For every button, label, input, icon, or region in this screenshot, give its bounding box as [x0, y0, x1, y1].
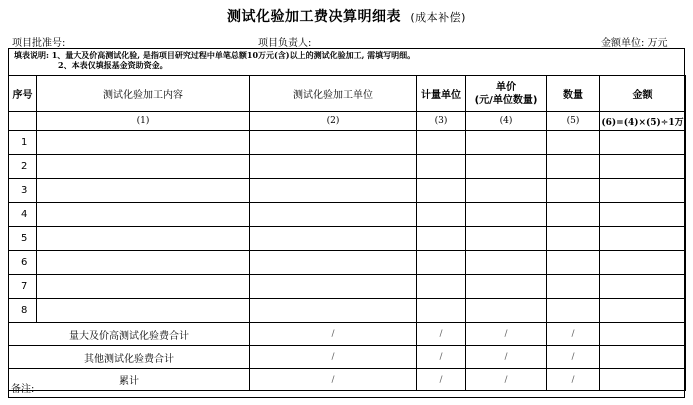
table-row [9, 203, 686, 227]
cell-price[interactable] [466, 179, 547, 203]
cell-unit-org[interactable] [250, 179, 417, 203]
header-price-line1: 单价 [496, 81, 516, 93]
cell-measure[interactable] [417, 179, 466, 203]
cell-qty[interactable] [547, 155, 600, 179]
row-number: 3 [9, 179, 37, 203]
cell-amount[interactable] [600, 203, 686, 227]
slash-mark: / [547, 346, 600, 369]
summary-row-total [9, 369, 686, 391]
cell-content[interactable] [37, 227, 250, 251]
header-seq: 序号 [9, 76, 37, 112]
cell-amount[interactable] [600, 251, 686, 275]
cell-measure[interactable] [417, 251, 466, 275]
colnum-seq [9, 112, 37, 131]
colnum-1: (1) [37, 112, 250, 131]
slash-mark: / [547, 323, 600, 346]
slash-mark: / [250, 323, 417, 346]
cell-measure[interactable] [417, 203, 466, 227]
instruction-line-1: 填表说明: 1、量大及价高测试化验, 是指项目研究过程中单笔总额10万元(含)以上的测试化验加工, 需填写明细。 [14, 50, 416, 60]
header-measure: 计量单位 [417, 76, 466, 112]
cell-unit-org[interactable] [250, 203, 417, 227]
cell-content[interactable] [37, 251, 250, 275]
cell-qty[interactable] [547, 275, 600, 299]
slash-mark: / [466, 369, 547, 391]
cell-qty[interactable] [547, 179, 600, 203]
summary-other-amount[interactable] [600, 346, 686, 369]
cell-measure[interactable] [417, 299, 466, 323]
cell-unit-org[interactable] [250, 131, 417, 155]
slash-mark: / [466, 346, 547, 369]
cell-unit-org[interactable] [250, 155, 417, 179]
summary-other-label: 其他测试化验费合计 [9, 346, 250, 369]
colnum-6: (6)=(4)×(5)÷1万 [600, 112, 686, 131]
header-amount: 金额 [600, 76, 686, 112]
cell-unit-org[interactable] [250, 251, 417, 275]
cell-price[interactable] [466, 251, 547, 275]
cell-content[interactable] [37, 131, 250, 155]
slash-mark: / [417, 323, 466, 346]
colnum-3: (3) [417, 112, 466, 131]
cell-measure[interactable] [417, 227, 466, 251]
remarks-label: 备注: [11, 384, 35, 395]
form-title [0, 6, 693, 26]
cell-price[interactable] [466, 299, 547, 323]
header-qty: 数量 [547, 76, 600, 112]
column-number-row [9, 112, 686, 131]
cell-content[interactable] [37, 275, 250, 299]
cell-amount[interactable] [600, 275, 686, 299]
cell-amount[interactable] [600, 155, 686, 179]
cell-content[interactable] [37, 299, 250, 323]
cell-price[interactable] [466, 275, 547, 299]
row-number: 6 [9, 251, 37, 275]
cell-price[interactable] [466, 131, 547, 155]
row-number: 2 [9, 155, 37, 179]
slash-mark: / [417, 369, 466, 391]
amount-unit-label: 金额单位: 万元 [601, 38, 668, 49]
cell-qty[interactable] [547, 299, 600, 323]
title-suffix: (成本补偿) [410, 11, 466, 24]
slash-mark: / [547, 369, 600, 391]
cell-content[interactable] [37, 155, 250, 179]
cell-price[interactable] [466, 203, 547, 227]
colnum-5: (5) [547, 112, 600, 131]
slash-mark: / [466, 323, 547, 346]
cell-amount[interactable] [600, 227, 686, 251]
row-number: 8 [9, 299, 37, 323]
cell-qty[interactable] [547, 131, 600, 155]
cell-unit-org[interactable] [250, 275, 417, 299]
cell-amount[interactable] [600, 299, 686, 323]
header-unit-org: 测试化验加工单位 [250, 76, 417, 112]
row-number: 7 [9, 275, 37, 299]
cell-amount[interactable] [600, 179, 686, 203]
summary-row-big [9, 323, 686, 346]
cell-content[interactable] [37, 179, 250, 203]
table-row [9, 299, 686, 323]
header-content: 测试化验加工内容 [37, 76, 250, 112]
header-row [9, 76, 686, 112]
cell-measure[interactable] [417, 131, 466, 155]
header-price-line2: (元/单位数量) [474, 94, 538, 106]
summary-big-amount[interactable] [600, 323, 686, 346]
summary-big-label: 量大及价高测试化验费合计 [9, 323, 250, 346]
cell-amount[interactable] [600, 131, 686, 155]
cell-measure[interactable] [417, 275, 466, 299]
cell-unit-org[interactable] [250, 227, 417, 251]
filling-instructions [8, 50, 683, 70]
table-row [9, 155, 686, 179]
cell-qty[interactable] [547, 227, 600, 251]
instruction-line-2: 2、本表仅填报基金资助资金。 [58, 60, 168, 70]
row-number: 1 [9, 131, 37, 155]
slash-mark: / [250, 346, 417, 369]
cell-price[interactable] [466, 227, 547, 251]
slash-mark: / [250, 369, 417, 391]
summary-total-amount[interactable] [600, 369, 686, 391]
table-row [9, 179, 686, 203]
summary-total-label: 累计 [9, 369, 250, 391]
header-price [466, 76, 547, 112]
project-leader-label: 项目负责人: [258, 38, 312, 49]
cell-content[interactable] [37, 203, 250, 227]
table-row [9, 227, 686, 251]
summary-row-other [9, 346, 686, 369]
cost-table [8, 75, 686, 391]
cell-qty[interactable] [547, 203, 600, 227]
table-row [9, 251, 686, 275]
approval-number-label: 项目批准号: [12, 38, 66, 49]
colnum-2: (2) [250, 112, 417, 131]
cell-unit-org[interactable] [250, 299, 417, 323]
table-row [9, 275, 686, 299]
row-number: 4 [9, 203, 37, 227]
cell-measure[interactable] [417, 155, 466, 179]
table-row [9, 131, 686, 155]
slash-mark: / [417, 346, 466, 369]
row-number: 5 [9, 227, 37, 251]
cell-price[interactable] [466, 155, 547, 179]
title-text: 测试化验加工费决算明细表 [227, 9, 402, 25]
cell-qty[interactable] [547, 251, 600, 275]
colnum-4: (4) [466, 112, 547, 131]
